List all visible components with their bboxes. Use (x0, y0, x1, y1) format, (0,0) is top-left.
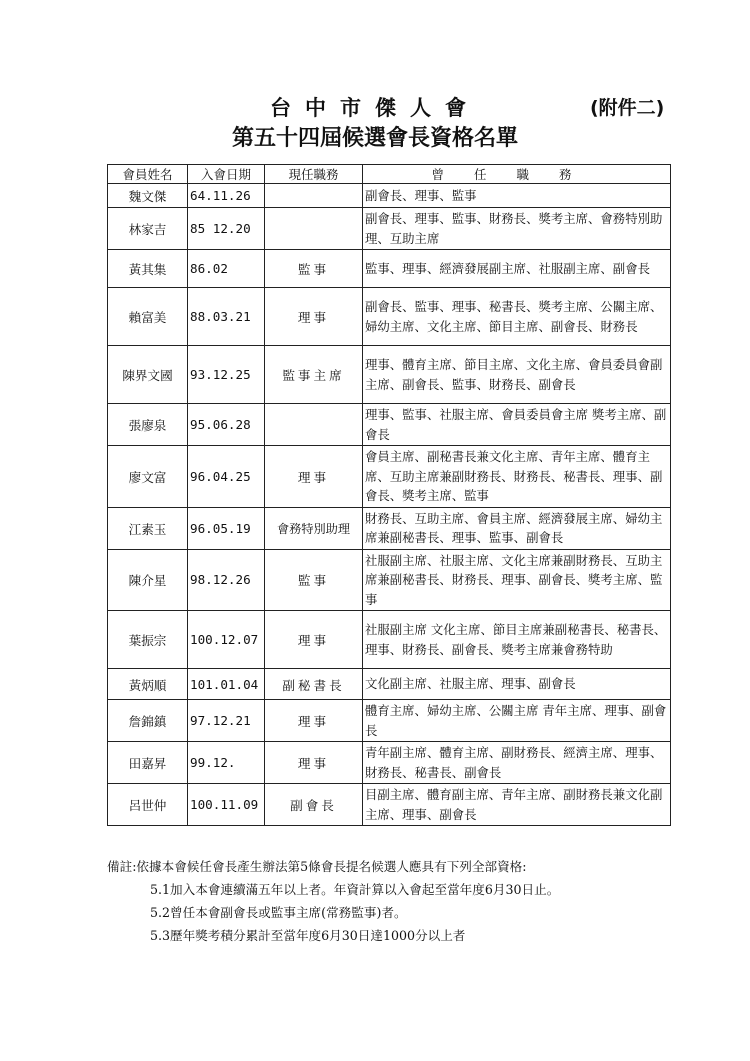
current-role (265, 208, 363, 250)
current-role: 監事 (265, 250, 363, 288)
past-roles: 副會長、理事、監事 (363, 184, 671, 208)
past-roles: 副會長、理事、監事、財務長、獎考主席、會務特別助理、互助主席 (363, 208, 671, 250)
join-date: 96.05.19 (188, 507, 265, 549)
member-name: 廖文富 (108, 446, 188, 508)
member-name: 田嘉昇 (108, 742, 188, 784)
member-name: 黃炳順 (108, 669, 188, 700)
join-date: 85 12.20 (188, 208, 265, 250)
column-header-name: 會員姓名 (108, 165, 188, 184)
table-row (108, 742, 671, 784)
current-role: 會務特別助理 (265, 507, 363, 549)
member-name: 葉振宗 (108, 611, 188, 669)
past-roles: 副會長、監事、理事、秘書長、獎考主席、公關主席、婦幼主席、文化主席、節目主席、副會長、財務長 (363, 288, 671, 346)
past-roles: 監事、理事、經濟發展副主席、社服副主席、副會長 (363, 250, 671, 288)
join-date: 97.12.21 (188, 700, 265, 742)
member-name: 呂世仲 (108, 784, 188, 826)
document-title: 第五十四屆候選會長資格名單 (231, 126, 518, 151)
notes-item: 5.2曾任本會副會長或監事主席(常務監事)者。 (150, 905, 407, 920)
member-name: 黃其集 (108, 250, 188, 288)
notes-item: 5.1加入本會連續滿五年以上者。年資計算以入會起至當年度6月30日止。 (150, 882, 560, 897)
table-row (108, 404, 671, 446)
past-roles: 體育主席、婦幼主席、公關主席 青年主席、理事、副會長 (363, 700, 671, 742)
table-row (108, 507, 671, 549)
table-row (108, 669, 671, 700)
current-role: 理事 (265, 611, 363, 669)
member-name: 魏文傑 (108, 184, 188, 208)
join-date: 88.03.21 (188, 288, 265, 346)
current-role: 監事 (265, 549, 363, 611)
member-name: 陳介星 (108, 549, 188, 611)
member-name: 江素玉 (108, 507, 188, 549)
past-roles: 目副主席、體育副主席、青年主席、副財務長兼文化副主席、理事、副會長 (363, 784, 671, 826)
join-date: 98.12.26 (188, 549, 265, 611)
member-name: 詹錦鎮 (108, 700, 188, 742)
member-name: 林家吉 (108, 208, 188, 250)
table-row (108, 346, 671, 404)
past-roles: 文化副主席、社服主席、理事、副會長 (363, 669, 671, 700)
current-role: 副秘書長 (265, 669, 363, 700)
past-roles: 青年副主席、體育主席、副財務長、經濟主席、理事、財務長、秘書長、副會長 (363, 742, 671, 784)
annex-label: (附件二) (590, 97, 665, 119)
member-name: 賴富美 (108, 288, 188, 346)
table-header-row (108, 165, 671, 184)
current-role: 理事 (265, 700, 363, 742)
current-role: 副會長 (265, 784, 363, 826)
past-roles: 社服副主席、社服主席、文化主席兼副財務長、互助主席兼副秘書長、財務長、理事、副會長、獎考主席、監 事 (363, 549, 671, 611)
current-role: 監事主席 (265, 346, 363, 404)
join-date: 100.11.09 (188, 784, 265, 826)
table-row (108, 288, 671, 346)
join-date: 100.12.07 (188, 611, 265, 669)
join-date: 101.01.04 (188, 669, 265, 700)
join-date: 95.06.28 (188, 404, 265, 446)
column-header-past-roles: 曾任職務 (363, 165, 671, 184)
past-roles: 理事、體育主席、節目主席、文化主席、會員委員會副主席、副會長、監事、財務長、副會長 (363, 346, 671, 404)
notes-intro: 備註:依據本會候任會長產生辦法第5條會長提名候選人應具有下列全部資格: (107, 859, 527, 874)
table-row (108, 446, 671, 508)
join-date: 96.04.25 (188, 446, 265, 508)
table-row (108, 184, 671, 208)
table-row (108, 250, 671, 288)
notes-item: 5.3歷年獎考積分累計至當年度6月30日達1000分以上者 (150, 928, 466, 943)
past-roles: 財務長、互助主席、會員主席、經濟發展主席、婦幼主席兼副秘書長、理事、監事、副會長 (363, 507, 671, 549)
past-roles: 理事、監事、社服主席、會員委員會主席 獎考主席、副會長 (363, 404, 671, 446)
candidate-table (107, 164, 671, 826)
current-role: 理事 (265, 446, 363, 508)
join-date: 93.12.25 (188, 346, 265, 404)
notes-section (107, 855, 707, 947)
member-name: 張廖泉 (108, 404, 188, 446)
past-roles: 會員主席、副秘書長兼文化主席、青年主席、體育主席、互助主席兼副財務長、財務長、秘書長、理事、副會長、獎考主席、監事 (363, 446, 671, 508)
member-name: 陳界文國 (108, 346, 188, 404)
column-header-current-role: 現任職務 (265, 165, 363, 184)
table-row (108, 611, 671, 669)
table-row (108, 549, 671, 611)
table-row (108, 700, 671, 742)
join-date: 86.02 (188, 250, 265, 288)
join-date: 99.12. (188, 742, 265, 784)
column-header-join-date: 入會日期 (188, 165, 265, 184)
current-role (265, 184, 363, 208)
current-role: 理事 (265, 742, 363, 784)
past-roles: 社服副主席 文化主席、節目主席兼副秘書長、秘書長、理事、財務長、副會長、獎考主席兼會務特助 (363, 611, 671, 669)
current-role: 理事 (265, 288, 363, 346)
table-row (108, 208, 671, 250)
table-row (108, 784, 671, 826)
join-date: 64.11.26 (188, 184, 265, 208)
current-role (265, 404, 363, 446)
organization-name: 台中市傑人會 (270, 96, 480, 120)
